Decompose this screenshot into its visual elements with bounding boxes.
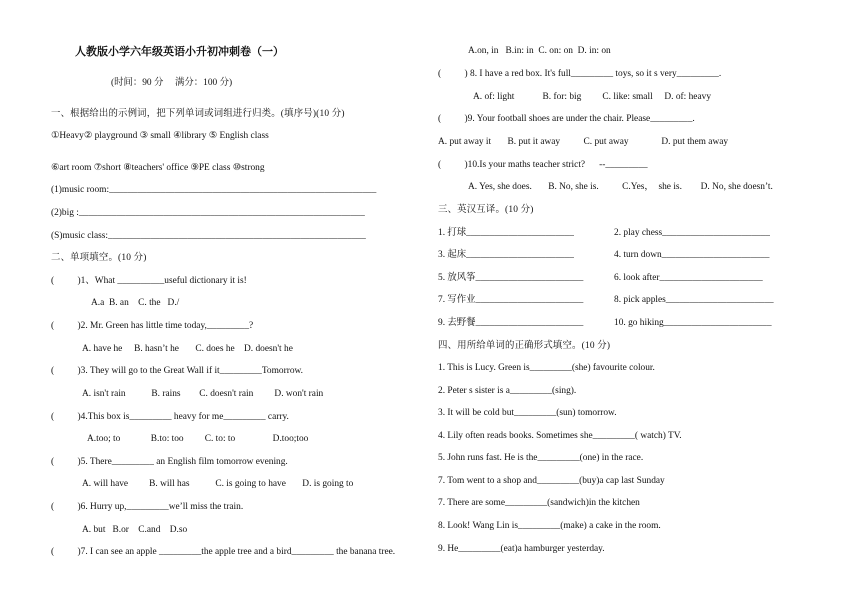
right-line: 7. Tom went to a shop and_________(buy)a cap last Sunday — [438, 476, 665, 486]
right-line: ( ) 8. I have a red box. It's full_________ toys, so it s very_________. — [438, 69, 722, 79]
left-line: A. will have B. will has C. is going to have D. is going to — [82, 479, 354, 489]
left-line: A.too; to B.to: too C. to: to D.too;too — [87, 434, 309, 444]
left-line: ⑥art room ⑦short ⑧teachers' office ⑨PE class ⑩strong — [51, 163, 265, 173]
left-line: A.a B. an C. the D./ — [91, 298, 180, 308]
left-line: (1)music room:_________________________________________________________ — [51, 185, 377, 195]
right-line: 2. play chess_______________________ — [614, 228, 770, 238]
left-line: (时间：90 分 满分：100 分) — [111, 78, 233, 88]
right-line: 8. Look! Wang Lin is_________(make) a cake in the room. — [438, 521, 661, 531]
right-line: 5. 放风筝_______________________ — [438, 273, 584, 283]
right-line: A. Yes, she does. B. No, she is. C.Yes， she is. D. No, she doesn’t. — [468, 182, 773, 192]
right-line: ( )9. Your football shoes are under the chair. Please_________. — [438, 114, 695, 124]
right-line: 10. go hiking_______________________ — [614, 318, 772, 328]
right-line: 三、英汉互译。(10 分) — [438, 205, 534, 215]
right-line: 4. turn down_______________________ — [614, 250, 770, 260]
left-line: 一、根据给出的示例词，把下列单词或词组进行归类。(填序号)(10 分) — [51, 109, 345, 119]
left-line: A. have he B. hasn’t he C. does he D. doesn't he — [82, 344, 293, 354]
left-line: ( )7. I can see an apple _________the apple tree and a bird_________ the banana tree. — [51, 547, 396, 557]
right-line: 7. There are some_________(sandwich)in the kitchen — [438, 498, 640, 508]
right-line: A. of: light B. for: big C. like: small D. of: heavy — [473, 92, 712, 102]
left-line: ( )6. Hurry up,_________we’ll miss the train. — [51, 502, 244, 512]
left-line: ( )2. Mr. Green has little time today,_________? — [51, 321, 254, 331]
right-line: 四、用所给单词的正确形式填空。(10 分) — [438, 341, 611, 351]
right-line: 8. pick apples_______________________ — [614, 295, 774, 305]
left-line: 人教版小学六年级英语小升初冲刺卷（一） — [75, 46, 284, 58]
right-line: 9. He_________(eat)a hamburger yesterday. — [438, 544, 605, 554]
left-line: (2)big :_____________________________________________________________ — [51, 208, 365, 218]
right-line: 2. Peter s sister is a_________(sing). — [438, 386, 577, 396]
left-line: ①Heavy② playground ③ small ④library ⑤ English class — [51, 131, 269, 141]
left-line: A. but B.or C.and D.so — [82, 525, 188, 535]
left-line: ( )4.This box is_________ heavy for me_________ carry. — [51, 412, 289, 422]
right-line: A.on, in B.in: in C. on: on D. in: on — [468, 46, 611, 56]
right-line: ( )10.Is your maths teacher strict? --_________ — [438, 160, 648, 170]
right-line: 7. 写作业_______________________ — [438, 295, 584, 305]
left-line: ( )3. They will go to the Great Wall if it_________Tomorrow. — [51, 366, 304, 376]
right-line: 4. Lily often reads books. Sometimes she_________( watch) TV. — [438, 431, 682, 441]
right-line: 3. 起床_______________________ — [438, 250, 574, 260]
left-line: 二、单项填空。(10 分) — [51, 253, 147, 263]
right-line: 9. 去野餐_______________________ — [438, 318, 584, 328]
left-line: ( )1、What __________useful dictionary it is! — [51, 276, 247, 286]
left-line: ( )5. There_________ an English film tomorrow evening. — [51, 457, 288, 467]
left-line: A. isn't rain B. rains C. doesn't rain D. won't rain — [82, 389, 324, 399]
right-line: 5. John runs fast. He is the_________(one) in the race. — [438, 453, 644, 463]
right-line: 1. This is Lucy. Green is_________(she) favourite colour. — [438, 363, 655, 373]
left-line: (S)music class:_______________________________________________________ — [51, 231, 366, 241]
right-line: 1. 打球_______________________ — [438, 228, 574, 238]
right-line: A. put away it B. put it away C. put away D. put them away — [438, 137, 729, 147]
right-line: 3. It will be cold but_________(sun) tomorrow. — [438, 408, 617, 418]
right-line: 6. look after______________________ — [614, 273, 763, 283]
